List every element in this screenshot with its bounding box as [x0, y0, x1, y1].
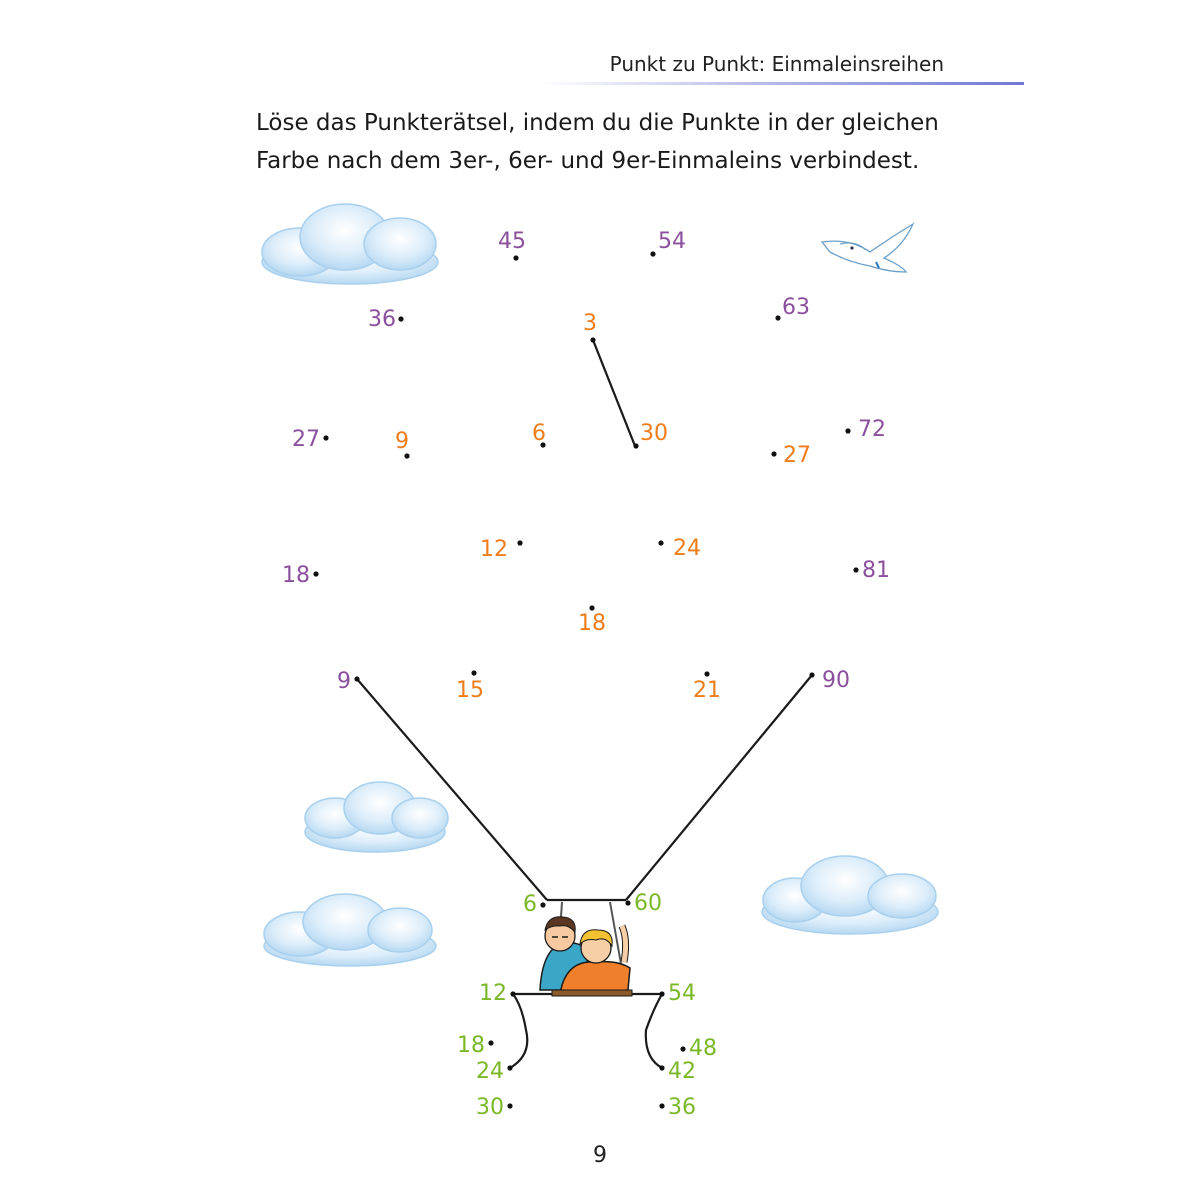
dot-point [488, 1040, 493, 1045]
dot-point [398, 316, 403, 321]
dot-label: 24 [476, 1059, 504, 1084]
dot-point [704, 671, 709, 676]
balloon-basket-with-children [540, 902, 632, 996]
dot-orange-24 [658, 536, 701, 561]
dot-orange-27 [771, 443, 811, 468]
dot-point [313, 571, 318, 576]
dot-purple-9 [337, 669, 360, 694]
dot-green-42 [659, 1059, 696, 1084]
cloud-bottom-left [264, 894, 436, 966]
dot-green-30 [476, 1095, 513, 1120]
dot-point [650, 251, 655, 256]
dot-point [589, 605, 594, 610]
dot-purple-36 [368, 307, 404, 332]
dot-purple-45 [498, 229, 526, 261]
dot-purple-18 [282, 563, 319, 588]
dot-label: 27 [783, 443, 811, 468]
dot-label: 54 [658, 229, 686, 254]
dot-green-12 [479, 981, 516, 1006]
dot-label: 15 [456, 678, 484, 703]
dot-label: 18 [282, 563, 310, 588]
dot-label: 3 [583, 311, 597, 336]
dot-orange-9 [395, 429, 410, 459]
dot-label: 9 [337, 669, 351, 694]
dot-point [771, 451, 776, 456]
dot-point [659, 1065, 664, 1070]
instruction-line-2: Farbe nach dem 3er-, 6er- und 9er-Einmaleins verbindest. [256, 148, 920, 174]
instruction-line-1: Löse das Punkterätsel, indem du die Punkte in der gleichen [256, 110, 939, 136]
dot-purple-90 [809, 668, 850, 693]
dot-label: 18 [457, 1033, 485, 1058]
dot-orange-21 [693, 671, 721, 703]
dot-label: 90 [822, 668, 850, 693]
dot-orange-30 [633, 421, 668, 449]
dot-point [809, 672, 814, 677]
dot-point [625, 900, 630, 905]
dot-label: 60 [634, 891, 662, 916]
dot-point [590, 337, 595, 342]
dot-point [471, 670, 476, 675]
dot-purple-81 [853, 558, 890, 583]
dot-green-36 [659, 1095, 696, 1120]
dot-label: 6 [532, 421, 546, 446]
dot-label: 72 [858, 417, 886, 442]
dot-label: 54 [668, 981, 696, 1006]
dot-label: 12 [480, 537, 508, 562]
dot-label: 12 [479, 981, 507, 1006]
bird-icon [822, 224, 913, 272]
dot-point [354, 676, 359, 681]
header-title: Punkt zu Punkt: Einmaleinsreihen [609, 52, 944, 76]
dot-label: 45 [498, 229, 526, 254]
cloud-right [762, 856, 938, 934]
dot-point [680, 1046, 685, 1051]
dot-label: 27 [292, 427, 320, 452]
dot-point [845, 428, 850, 433]
dot-purple-27 [292, 427, 329, 452]
cloud-top-left [262, 204, 438, 284]
page-number: 9 [593, 1143, 607, 1168]
dot-label: 30 [476, 1095, 504, 1120]
dot-point [633, 443, 638, 448]
dot-green-24 [476, 1059, 513, 1084]
dot-point [510, 991, 515, 996]
dot-point [513, 255, 518, 260]
dot-orange-18 [578, 605, 606, 636]
dot-orange-15 [456, 670, 484, 703]
cloud-middle-left [305, 782, 448, 852]
dot-point [507, 1065, 512, 1070]
dot-orange-12 [480, 537, 523, 562]
dot-green-54 [659, 981, 696, 1006]
dot-green-18 [457, 1033, 494, 1058]
dot-point [659, 991, 664, 996]
dot-label: 36 [368, 307, 396, 332]
dot-point [775, 315, 780, 320]
dot-label: 18 [578, 611, 606, 636]
dot-label: 30 [640, 421, 668, 446]
dot-green-48 [680, 1036, 717, 1061]
dot-orange-6 [532, 421, 546, 448]
dot-label: 48 [689, 1036, 717, 1061]
dot-point [507, 1103, 512, 1108]
dot-orange-3 [583, 311, 597, 343]
dot-label: 42 [668, 1059, 696, 1084]
dot-label: 6 [523, 892, 537, 917]
dot-label: 21 [693, 678, 721, 703]
dot-purple-63 [775, 295, 810, 321]
dot-point [658, 540, 663, 545]
dot-point [323, 435, 328, 440]
dot-point [517, 540, 522, 545]
dot-label: 9 [395, 429, 409, 454]
dot-point [404, 453, 409, 458]
dot-label: 81 [862, 558, 890, 583]
dot-purple-72 [845, 417, 886, 442]
dot-point [659, 1103, 664, 1108]
dot-point [853, 567, 858, 572]
dot-label: 63 [782, 295, 810, 320]
dot-purple-54 [650, 229, 686, 257]
dot-label: 36 [668, 1095, 696, 1120]
dot-point [540, 902, 545, 907]
dot-label: 24 [673, 536, 701, 561]
